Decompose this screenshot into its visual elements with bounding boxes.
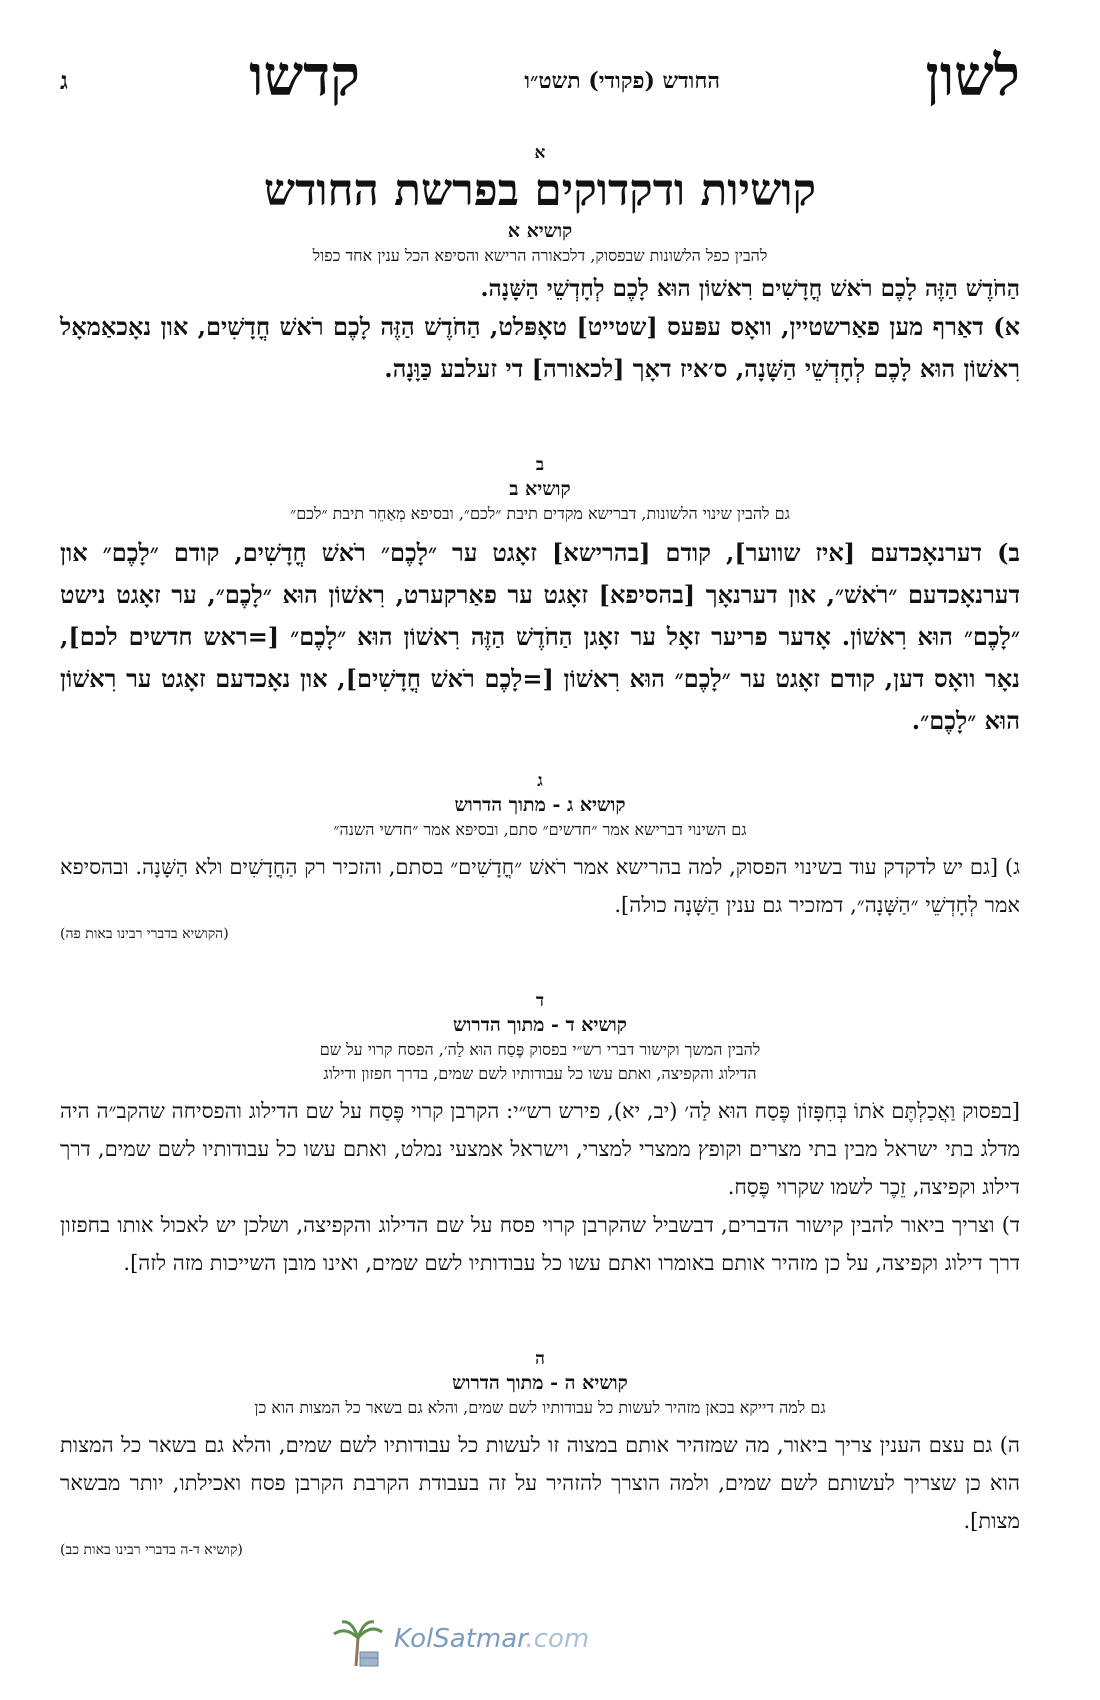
verse-text: הַחֹדֶשׁ הַזֶּה לָכֶם רֹאשׁ חֳדָשִׁים רִאשׁוֹן הוּא לָכֶם לְחָדְשֵׁי הַשָּׁנָה. [480,275,1020,302]
palm-tree-icon [330,1618,384,1668]
running-header [60,40,1020,120]
section-letter: ה [535,1349,545,1369]
section-letter: ב [535,455,545,475]
watermark-text [394,1624,589,1654]
paragraph: ה) גם עצם הענין צריך ביאור, מה שמזהיר אותם במצוה זו לעשות כל עבודותיו לשם שמים, והלא גם בשאר כל המצות הוא כן שצריך לעשותם לשם שמים, ולמה הוצרך להזהיר על זה בעבודת הקרבת הקרבן פסח ואכילתו, יותר מבשאר מצות]. [60,1433,1020,1533]
question-title: קושיא ג - מתוך הדרוש [454,794,626,816]
question-title: קושיא ה - מתוך הדרוש [452,1372,628,1394]
paragraph: א) דאַרף מען פאַרשטיין, וואָס עפּעס [שטייט] טאָפּלט, הַחֹדֶשׁ הַזֶּה לָכֶם רֹאשׁ חֳדָשִׁים, און נאָכאַמאָל רִאשׁוֹן הוּא לָכֶם לְחָדְשֵׁי הַשָּׁנָה, ס׳איז דאָך [לכאורה] די זעלבע כַּוָּנָה. [60,312,1020,383]
question-subtitle-line: הדילוג והקפיצה, ואתם עשו כל עבודותיו לשם שמים, בדרך חפזון ודילוג [323,1064,757,1083]
section-letter: ד [535,991,545,1011]
kolsatmar-watermark [330,1618,650,1668]
paragraph: ג) [גם יש לדקדק עוד בשינוי הפסוק, למה בהרישא אמר רֹאשׁ ״חֳדָשִׁים״ בסתם, והזכיר רק הַחֳדָשִׁים ולא הַשָּׁנָה. ובהסיפא אמר לְחָדְשֵׁי ״הַשָּׁנָה״, דמזכיר גם ענין הַשָּׁנָה כולה]. [60,855,1020,917]
paragraph: ד) וצריך ביאור להבין קישור הדברים, דבשביל שהקרבן קרוי פסח על שם הדילוג והקפיצה, ושלכן יש לאכול אותו בחפזון דרך דילוג וקפיצה, על כן מזהיר אותם באומרו ואתם עשו כל עבודותיו לשם שמים, ואינו מובן השייכות מזה לזה]. [60,1213,1020,1275]
page [60,30,1020,1690]
question-title: קושיא ד - מתוך הדרוש [453,1014,627,1036]
paragraph: ב) דערנאָכדעם [איז שווער], קודם [בהרישא] זאָגט ער ״לָכֶם״ רֹאשׁ חֳדָשִׁים, קודם ״לָכֶם״ און דערנאָכדעם ״רֹאשׁ״, און דערנאָך [בהסיפא] זאָגט ער פאַרקערט, רִאשׁוֹן הוּא ״לָכֶם״, ער זאָגט נישט ״לָכֶם״ הוּא רִאשׁוֹן. אָדער פריער זאָל ער זאָגן הַחֹדֶשׁ הַזֶּה רִאשׁוֹן הוּא ״לָכֶם״ [=ראש חדשים לכם], נאָר וואָס דען, קודם זאָגט ער ״לָכֶם״ הוּא רִאשׁוֹן [=לָכֶם רֹאשׁ חֳדָשִׁים], און נאָכדעם זאָגט ער רִאשׁוֹן הוּא ״לָכֶם״. [60,538,1020,735]
page-number: ג [60,66,68,95]
section-letter: א [534,143,546,163]
source-note: (קושיא ד-ה בדברי רבינו באות כב) [60,1542,243,1558]
header-title-right: לשון [925,43,1020,109]
rashi-quote: [בפסוק וַאֲכַלְתֶּם אֹתוֹ בְּחִפָּזוֹן פֶּסַח הוּא לַה׳ (יב, יא), פירש רש״י: הקרבן קרוי פֶּסַח על שם הדילוג והפסיחה שהקב״ה היה מדלג בתי ישראל מבין בתי מצרים וקופץ ממצרי למצרי, וישראל אמצעי נמלט, ואתם עשו כל עבודותיו לשם שמים, דרך דילוג וקפיצה, זֵכֶר לשמו שקרוי פֶּסַח. [60,1099,1020,1199]
question-subtitle-line: להבין המשך וקישור דברי רש״י בפסוק פֶּסַח הוּא לַה׳, הפסח קרוי על שם [319,1040,761,1059]
source-note: (הקושיא בדברי רבינו באות פה) [60,926,229,942]
question-subtitle: גם למה דייקא בכאן מזהיר לעשות כל עבודותיו לשם שמים, והלא גם בשאר כל המצות הוא כן [254,1398,826,1417]
question-title: קושיא ב [509,478,571,500]
section-c [60,770,1020,944]
section-a [60,142,1020,390]
header-subtitle: החודש (פקודי) תשט״ו [524,68,720,94]
section-e [60,1348,1020,1560]
watermark-name: KolSatmar [394,1624,526,1654]
section-b [60,454,1020,742]
question-subtitle: גם השינוי דברישא אמר ״חדשים״ סתם, ובסיפא אמר ״חדשי השנה״ [333,820,747,839]
main-title: קושיות ודקדוקים בפרשת החודש [263,165,817,216]
question-subtitle: גם להבין שינוי הלשונות, דברישא מקדים תיבת ״לכם״, ובסיפא מְאַחֵר תיבת ״לכם״ [290,504,790,523]
question-title: קושיא א [507,220,573,242]
question-subtitle: להבין כפל הלשונות שבפסוק, דלכאורה הרישא והסיפא הכל ענין אחד כפול [312,246,768,265]
section-d [60,990,1020,1282]
watermark-suffix: .com [525,1624,590,1654]
section-letter: ג [537,771,543,791]
header-title-left: קדשו [249,43,360,109]
